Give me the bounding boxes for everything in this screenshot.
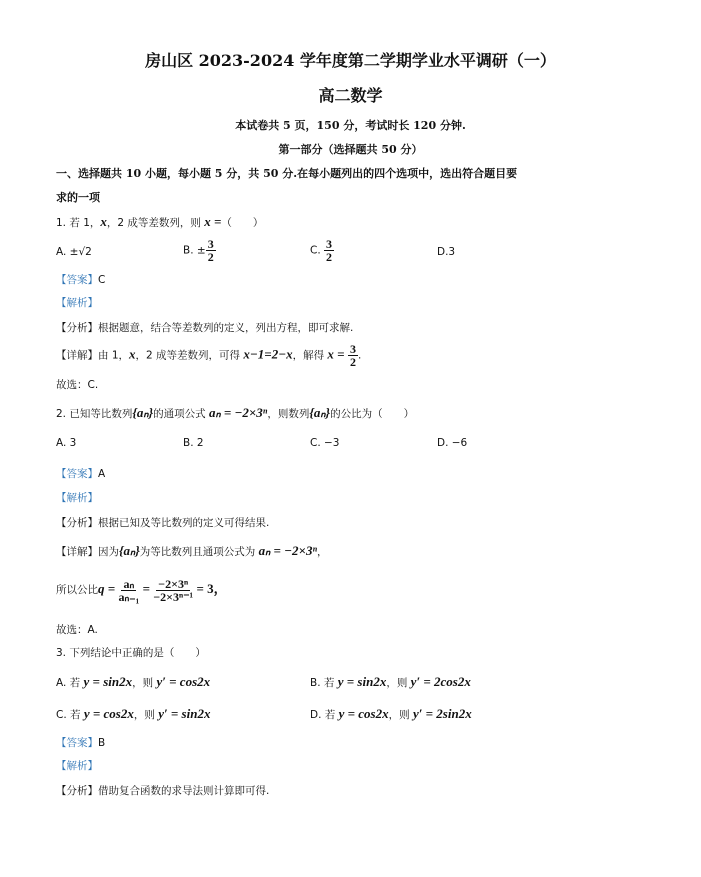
frac-num: 3 — [207, 237, 214, 251]
fenxi-text: 根据已知及等比数列的定义可得结果. — [98, 517, 270, 529]
choose-label: 故选： — [56, 624, 88, 636]
q1-choose — [56, 377, 98, 393]
frac-den: 2 — [326, 250, 333, 264]
q3-option-d — [310, 706, 472, 723]
math: = — [142, 581, 150, 596]
q2-choose — [56, 622, 98, 638]
frac-num: aₙ — [123, 576, 135, 591]
fenxi-label: 【分析】 — [56, 322, 98, 334]
part-heading: 第一部分（选择题共 50 分） — [278, 143, 423, 156]
detail-text: ，2 成等差数列，可得 — [135, 349, 241, 362]
answer-label: 【答案】 — [56, 274, 98, 286]
q1-option-d: D.3 — [437, 246, 456, 258]
q2-ratio — [56, 574, 227, 605]
fenxi-label: 【分析】 — [56, 785, 98, 797]
q2-text: 的公比为（ ） — [330, 408, 415, 420]
math: {aₙ} — [309, 405, 331, 420]
frac-den: aₙ₋₁ — [118, 589, 140, 604]
option-label: B. 若 — [310, 677, 335, 689]
detail-text: 为等比数列且通项公式为 — [139, 546, 256, 558]
detail-text: ，解得 — [292, 349, 325, 362]
q1-text: （ ） — [221, 217, 264, 229]
q3-option-a — [56, 674, 210, 691]
q1-option-c: C. $\frac{3}{2}$ — [310, 237, 333, 264]
math: y′ = sin2x — [158, 706, 211, 721]
math: y = cos2x — [83, 706, 134, 721]
q1-answer — [56, 272, 105, 288]
math: {aₙ} — [119, 543, 140, 558]
choose-value: A. — [87, 624, 98, 636]
section-instructions-2: 求的一项 — [56, 191, 100, 204]
q2-text: 的通项公式 — [153, 408, 206, 420]
detail-label: 【详解】 — [56, 546, 98, 558]
q3-option-b — [310, 674, 471, 691]
math: q = — [98, 581, 116, 596]
math: aₙ = −2×3ⁿ — [208, 405, 268, 420]
q2-analysis-label: 【解析】 — [56, 492, 98, 504]
option-text: ，则 — [133, 709, 155, 721]
fenxi-text: 借助复合函数的求导法则计算即可得. — [98, 785, 270, 797]
math: x = — [327, 346, 345, 362]
q3-option-c — [56, 706, 210, 723]
frac-den: 2 — [349, 355, 356, 369]
option-label: C. 若 — [56, 709, 81, 721]
q1-fenxi — [56, 320, 353, 336]
detail-text: . — [357, 349, 362, 362]
frac-num: −2×3ⁿ — [158, 576, 189, 591]
option-text: ，则 — [386, 677, 408, 689]
q1-analysis-label: 【解析】 — [56, 297, 98, 309]
q2-text: 2. 已知等比数列 — [56, 408, 133, 420]
question-1-stem — [56, 214, 263, 231]
frac-den: −2×3ⁿ⁻¹ — [153, 589, 194, 604]
q2-option-b: B. 2 — [183, 437, 204, 449]
fenxi-label: 【分析】 — [56, 517, 98, 529]
answer-label: 【答案】 — [56, 737, 98, 749]
detail-text: 因为 — [98, 546, 119, 558]
q2-option-d: D. −6 — [437, 437, 468, 449]
math: {aₙ} — [132, 405, 154, 420]
frac-den: 2 — [207, 250, 214, 264]
q1-text: ，2 成等差数列，则 — [106, 217, 201, 229]
option-label: D. 若 — [310, 709, 336, 721]
math: y′ = 2sin2x — [412, 706, 472, 721]
detail-label: 【详解】 — [56, 349, 98, 362]
exam-info: 本试卷共 5 页，150 分，考试时长 120 分钟. — [235, 119, 466, 132]
choose-value: C. — [87, 379, 99, 391]
frac-num: 3 — [326, 237, 333, 251]
q3-answer — [56, 735, 105, 751]
detail-text: 由 1， — [98, 349, 130, 362]
option-label: B. ± — [183, 244, 206, 257]
detail-text: 所以公比 — [56, 584, 98, 596]
answer-value: A — [98, 468, 106, 480]
exam-subtitle: 高二数学 — [318, 86, 383, 105]
frac-num: 3 — [349, 342, 356, 356]
q3-fenxi — [56, 783, 269, 799]
math: x — [129, 346, 136, 362]
question-3-stem: 3. 下列结论中正确的是（ ） — [56, 647, 206, 659]
q1-var: x = — [204, 214, 222, 229]
exam-title: 房山区 2023-2024 学年度第二学期学业水平调研（一） — [145, 51, 556, 70]
q2-answer — [56, 466, 105, 482]
fenxi-text: 根据题意，结合等差数列的定义，列出方程，即可求解. — [98, 322, 354, 334]
q2-text: ，则数列 — [267, 408, 310, 420]
q3-analysis-label: 【解析】 — [56, 760, 98, 772]
math: y = cos2x — [338, 706, 389, 721]
section-instructions-1: 一、选择题共 10 小题，每小题 5 分，共 50 分.在每小题列出的四个选项中，选出符合题目要 — [56, 167, 518, 180]
q2-option-a: A. 3 — [56, 437, 77, 449]
math: = 3， — [196, 581, 227, 596]
answer-value: C — [98, 274, 106, 286]
math: aₙ = −2×3ⁿ — [258, 543, 317, 558]
q1-var: x — [100, 214, 107, 229]
math: y′ = 2cos2x — [410, 674, 471, 689]
detail-text: ， — [316, 546, 328, 558]
q2-fenxi — [56, 515, 269, 531]
option-label: A. 若 — [56, 677, 81, 689]
question-2-stem — [56, 405, 414, 422]
q1-detail — [56, 343, 361, 368]
answer-label: 【答案】 — [56, 468, 98, 480]
answer-value: B — [98, 737, 106, 749]
math: x−1=2−x — [243, 346, 293, 362]
q2-detail — [56, 543, 327, 560]
math: y = sin2x — [337, 674, 387, 689]
choose-label: 故选： — [56, 379, 88, 391]
q1-option-b — [183, 238, 216, 263]
q1-text: 1. 若 1， — [56, 217, 101, 229]
q1-option-a: A. ±√2 — [56, 246, 92, 258]
q2-option-c: C. −3 — [310, 437, 340, 449]
math: y′ = cos2x — [156, 674, 211, 689]
option-text: ，则 — [132, 677, 154, 689]
option-text: ，则 — [388, 709, 410, 721]
math: y = sin2x — [83, 674, 133, 689]
